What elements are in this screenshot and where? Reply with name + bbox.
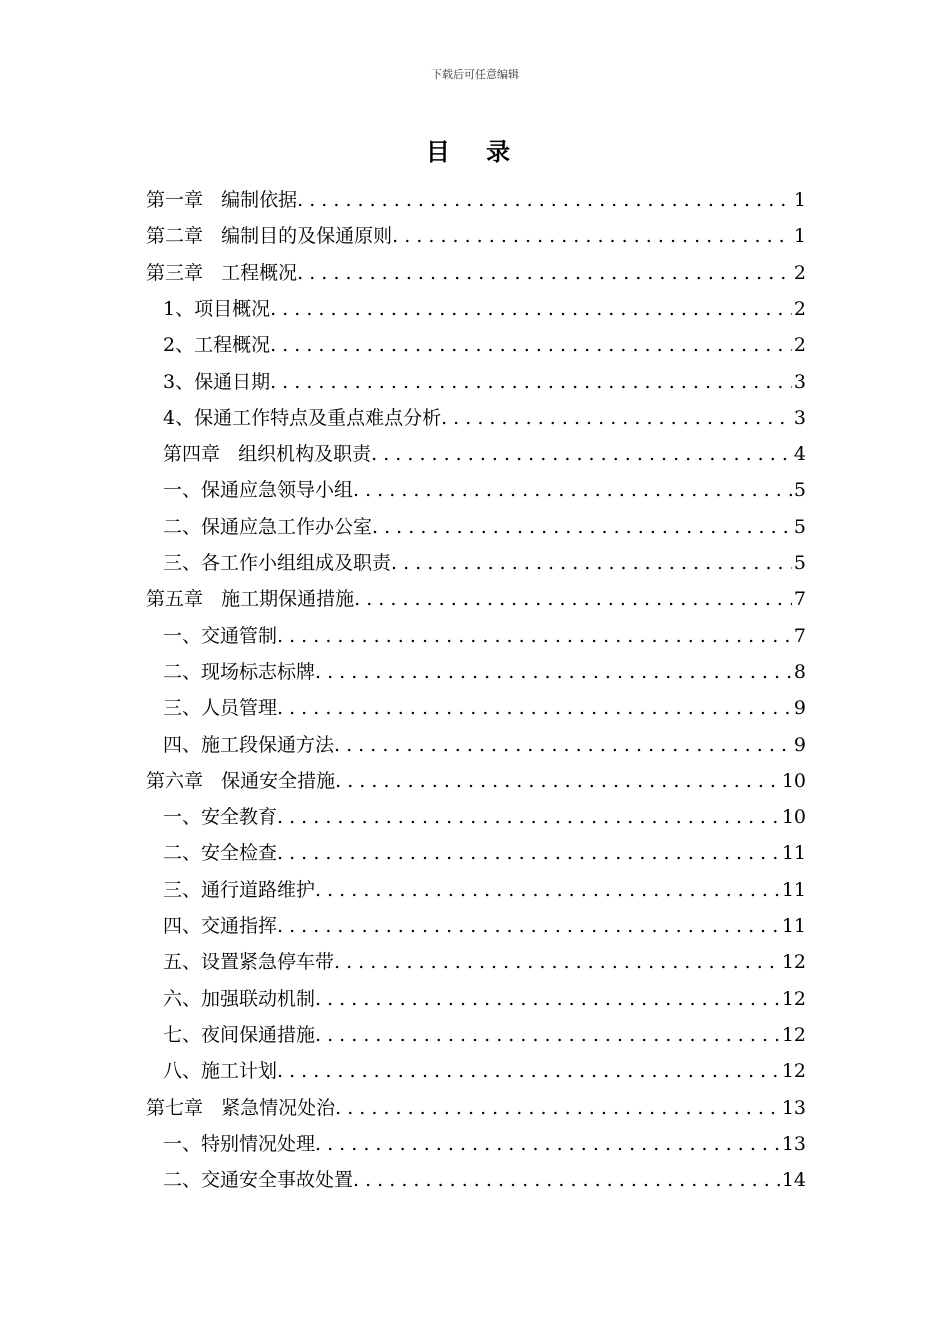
- toc-dot-leader: [315, 1017, 780, 1053]
- toc-entry-label: 第一章 编制依据: [146, 189, 298, 211]
- toc-page-number: 2: [793, 261, 806, 284]
- toc-entry-label: 一、保通应急领导小组: [163, 479, 354, 502]
- toc-entry-label: 五、设置紧急停车带: [163, 951, 335, 974]
- toc-entry-label: 一、安全教育: [163, 806, 278, 829]
- toc-entry[interactable]: [163, 509, 806, 545]
- toc-entry-label: 1、项目概况: [163, 297, 271, 320]
- toc-entry-label: 第四章 组织机构及职责: [163, 443, 372, 466]
- toc-page-number: 9: [793, 733, 806, 756]
- toc-entry-label: 4、保通工作特点及重点难点分析: [163, 406, 442, 429]
- toc-entry[interactable]: [163, 799, 806, 835]
- toc-page-number: 2: [793, 297, 806, 320]
- toc-entry-label: 第三章 工程概况: [146, 261, 298, 284]
- toc-dot-leader: [315, 981, 780, 1017]
- toc-dot-leader: [371, 436, 792, 472]
- toc-dot-leader: [297, 182, 792, 218]
- toc-page-number: 13: [781, 1132, 806, 1155]
- toc-dot-leader: [353, 472, 792, 508]
- toc-dot-leader: [277, 1053, 780, 1089]
- toc-entry[interactable]: [146, 218, 806, 254]
- toc-dot-leader: [441, 400, 792, 436]
- toc-entry-label: 第二章 编制目的及保通原则: [146, 225, 393, 248]
- toc-entry-label: 第五章 施工期保通措施: [146, 588, 355, 611]
- toc-dot-leader: [392, 218, 792, 254]
- toc-entry[interactable]: [163, 908, 806, 944]
- toc-page-number: 10: [781, 806, 806, 829]
- toc-dot-leader: [353, 1162, 780, 1198]
- toc-entry[interactable]: [163, 1162, 806, 1198]
- toc-page-number: 7: [793, 624, 806, 647]
- toc-entry[interactable]: [163, 436, 806, 472]
- toc-dot-leader: [277, 908, 780, 944]
- toc-entry[interactable]: [163, 872, 806, 908]
- toc-dot-leader: [334, 944, 780, 980]
- toc-dot-leader: [277, 799, 780, 835]
- toc-title: 目 录: [425, 137, 525, 166]
- toc-page-number: 14: [781, 1169, 806, 1192]
- toc-entry[interactable]: [163, 291, 806, 327]
- toc-dot-leader: [277, 835, 780, 871]
- toc-entry-label: 四、交通指挥: [163, 915, 278, 937]
- toc-entry-label: 一、特别情况处理: [163, 1132, 316, 1155]
- toc-dot-leader: [391, 545, 792, 581]
- toc-entry[interactable]: [163, 327, 806, 363]
- toc-entry-label: 三、各工作小组组成及职责: [163, 552, 392, 574]
- toc-entry-label: 第六章 保通安全措施: [146, 769, 336, 792]
- toc-entry[interactable]: [163, 1017, 806, 1053]
- toc-entry[interactable]: [163, 1126, 806, 1162]
- toc-entry-label: 3、保通日期: [163, 370, 271, 393]
- toc-page-number: 12: [781, 1060, 806, 1083]
- toc-dot-leader: [277, 618, 792, 654]
- toc-page-number: 12: [781, 987, 806, 1010]
- toc-page-number: 3: [793, 370, 806, 393]
- toc-dot-leader: [315, 654, 792, 690]
- toc-dot-leader: [335, 1090, 780, 1126]
- toc-dot-leader: [297, 255, 792, 291]
- toc-page-number: 3: [793, 406, 806, 429]
- toc-page-number: 4: [793, 443, 806, 466]
- toc-entry-label: 三、人员管理: [163, 697, 278, 720]
- toc-dot-leader: [270, 291, 792, 327]
- toc-entry-label: 二、保通应急工作办公室: [163, 515, 373, 538]
- toc-entry[interactable]: [163, 618, 806, 654]
- toc-entry-label: 四、施工段保通方法: [163, 733, 335, 756]
- toc-page-number: 5: [793, 515, 806, 538]
- toc-entry[interactable]: [163, 400, 806, 436]
- toc-page-number: 1: [793, 189, 806, 211]
- toc-page-number: 5: [793, 479, 806, 502]
- toc-dot-leader: [335, 763, 780, 799]
- toc-entry-label: 六、加强联动机制: [163, 987, 316, 1010]
- page-header-note: 下载后可任意编辑: [431, 68, 519, 81]
- toc-entry[interactable]: [163, 981, 806, 1017]
- toc-entry[interactable]: [146, 763, 806, 799]
- toc-page-number: 11: [781, 915, 806, 937]
- toc-page-number: 2: [793, 334, 806, 357]
- toc-entry[interactable]: [163, 727, 806, 763]
- toc-entry[interactable]: [163, 944, 806, 980]
- toc-page-number: 7: [793, 588, 806, 611]
- toc-entry-label: 二、现场标志标牌: [163, 660, 316, 683]
- toc-entry-label: 八、施工计划: [163, 1060, 278, 1083]
- toc-entry[interactable]: [163, 364, 806, 400]
- toc-page-number: 5: [793, 552, 806, 574]
- toc-entry[interactable]: [163, 1053, 806, 1089]
- toc-entry-label: 二、交通安全事故处置: [163, 1169, 354, 1192]
- toc-page-number: 12: [781, 951, 806, 974]
- toc-entry[interactable]: [146, 581, 806, 617]
- toc-page-number: 11: [781, 878, 806, 901]
- toc-dot-leader: [354, 581, 792, 617]
- toc-entry[interactable]: [163, 654, 806, 690]
- toc-dot-leader: [315, 872, 780, 908]
- toc-entry[interactable]: [146, 255, 806, 291]
- toc-dot-leader: [334, 727, 792, 763]
- toc-entry-label: 第七章 紧急情况处治: [146, 1096, 336, 1119]
- toc-dot-leader: [277, 690, 792, 726]
- toc-entry[interactable]: [163, 472, 806, 508]
- toc-page-number: 8: [793, 660, 806, 683]
- toc-entry[interactable]: [163, 835, 806, 871]
- toc-page-number: 11: [781, 842, 806, 865]
- toc-page-number: 12: [781, 1023, 806, 1046]
- toc-page-number: 9: [793, 697, 806, 720]
- toc-entry-label: 二、安全检查: [163, 842, 278, 865]
- toc-entry-label: 七、夜间保通措施: [163, 1023, 316, 1046]
- toc-dot-leader: [270, 364, 792, 400]
- toc-page-number: 1: [793, 225, 806, 248]
- toc-entry-label: 三、通行道路维护: [163, 878, 316, 901]
- toc-dot-leader: [270, 327, 792, 363]
- toc-entry-label: 2、工程概况: [163, 334, 271, 357]
- toc-dot-leader: [372, 509, 792, 545]
- toc-page-number: 13: [781, 1096, 806, 1119]
- toc-entry[interactable]: [146, 1090, 806, 1126]
- toc-entry[interactable]: [163, 545, 806, 581]
- toc-entry[interactable]: [163, 690, 806, 726]
- toc-entry[interactable]: [146, 182, 806, 218]
- toc-page-number: 10: [781, 769, 806, 792]
- toc-dot-leader: [315, 1126, 780, 1162]
- toc-entry-label: 一、交通管制: [163, 624, 278, 647]
